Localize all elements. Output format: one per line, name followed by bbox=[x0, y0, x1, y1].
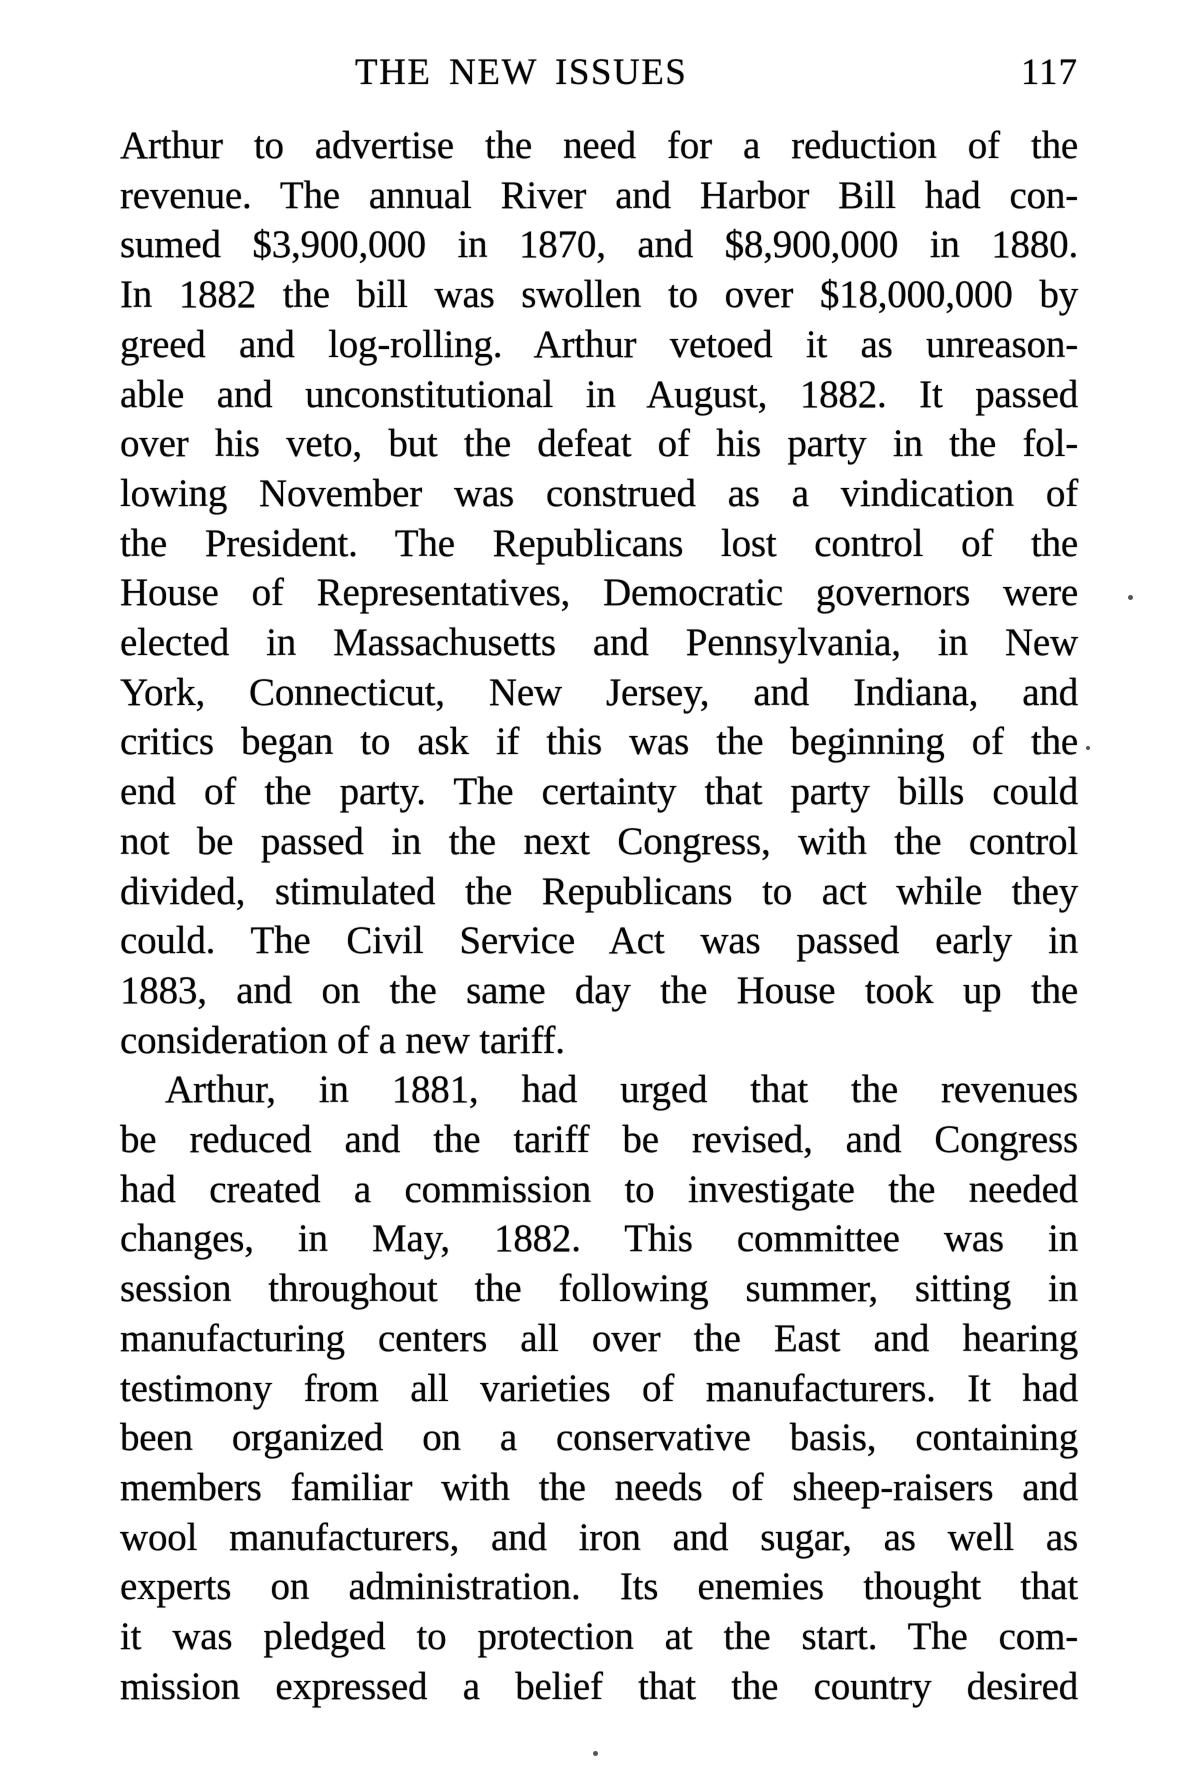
text-line: the President. The Republicans lost control of the bbox=[120, 521, 1078, 565]
paragraph bbox=[120, 121, 1078, 1065]
text-line: over his veto, but the defeat of his party in the fol- bbox=[120, 422, 1078, 466]
text-line: session throughout the following summer, sitting in bbox=[120, 1267, 1078, 1311]
text-line: testimony from all varieties of manufacturers. It had bbox=[120, 1366, 1078, 1410]
text-line: sumed $3,900,000 in 1870, and $8,900,000 in 1880. bbox=[120, 223, 1078, 267]
text-line: it was pledged to protection at the start. The com- bbox=[120, 1615, 1078, 1659]
text-line: critics began to ask if this was the beginning of the bbox=[120, 720, 1078, 764]
text-line: consideration of a new tariff. bbox=[120, 1018, 565, 1062]
page-number: 117 bbox=[1020, 52, 1078, 93]
text-line: members familiar with the needs of sheep-raisers and bbox=[120, 1465, 1078, 1509]
text-line: end of the party. The certainty that party bills could bbox=[120, 770, 1078, 814]
text-line: be reduced and the tariff be revised, and Congress bbox=[120, 1118, 1078, 1162]
text-line: elected in Massachusetts and Pennsylvania, in New bbox=[120, 621, 1078, 665]
text-line: able and unconstitutional in August, 1882. It passed bbox=[120, 372, 1078, 416]
text-line: revenue. The annual River and Harbor Bill had con- bbox=[120, 173, 1078, 217]
text-line: had created a commission to investigate the needed bbox=[120, 1167, 1078, 1211]
text-line: divided, stimulated the Republicans to act while they bbox=[120, 869, 1078, 913]
text-line: greed and log-rolling. Arthur vetoed it as unreason- bbox=[120, 322, 1078, 366]
text-line: wool manufacturers, and iron and sugar, as well as bbox=[120, 1515, 1078, 1559]
text-line: lowing November was construed as a vindication of bbox=[120, 471, 1078, 515]
text-line: mission expressed a belief that the country desired bbox=[120, 1664, 1078, 1708]
text-line: House of Representatives, Democratic governors were bbox=[120, 571, 1078, 615]
text-line: York, Connecticut, New Jersey, and Indiana, and bbox=[120, 670, 1078, 714]
text-line: 1883, and on the same day the House took up the bbox=[120, 968, 1078, 1012]
scan-artifact-dot bbox=[1128, 595, 1133, 600]
page-body bbox=[120, 121, 1078, 1712]
text-line: In 1882 the bill was swollen to over $18,000,000 by bbox=[120, 273, 1078, 317]
scan-artifact-dot bbox=[1086, 746, 1090, 750]
page-title: THE NEW ISSUES bbox=[355, 52, 688, 93]
running-header bbox=[120, 54, 1078, 100]
text-line: could. The Civil Service Act was passed early in bbox=[120, 919, 1078, 963]
paragraph bbox=[120, 1065, 1078, 1711]
text-line: experts on administration. Its enemies thought that bbox=[120, 1565, 1078, 1609]
text-line: Arthur to advertise the need for a reduction of the bbox=[120, 124, 1078, 167]
text-line: been organized on a conservative basis, containing bbox=[120, 1416, 1078, 1460]
text-line: changes, in May, 1882. This committee was in bbox=[120, 1217, 1078, 1261]
text-line: not be passed in the next Congress, with the control bbox=[120, 819, 1078, 863]
text-line: manufacturing centers all over the East and hearing bbox=[120, 1316, 1078, 1360]
text-line: Arthur, in 1881, had urged that the revenues bbox=[165, 1068, 1078, 1112]
scan-artifact-dot bbox=[593, 1751, 598, 1756]
